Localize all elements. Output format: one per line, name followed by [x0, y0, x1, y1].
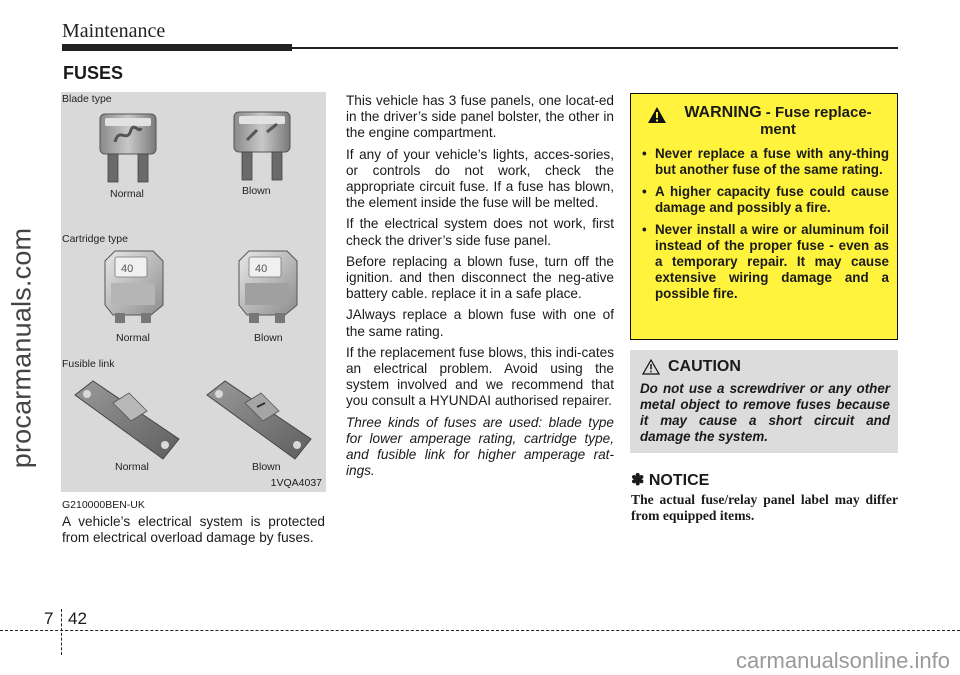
body-paragraph: Before replacing a blown fuse, turn off the ignition. and then disconnect the neg-ative battery cable. replace it in a safe place.	[346, 253, 614, 302]
fusible-normal-label: Normal	[115, 461, 149, 473]
notice-text: The actual fuse/relay panel label may differ from equipped items.	[631, 492, 898, 523]
body-paragraph: If any of your vehicle’s lights, acces-sories, or controls do not work, check the appropriate circuit fuse. If a fuse has blown, the element inside the fuse will be melted.	[346, 146, 614, 211]
page-header-title: Maintenance	[62, 20, 166, 42]
side-watermark	[2, 138, 42, 558]
body-paragraph: If the replacement fuse blows, this indi-cates an electrical problem. Avoid using the system involved and we recommend that you consult a HYUNDAI authorised repairer.	[346, 344, 614, 409]
caution-title: CAUTION	[668, 358, 741, 375]
footer-watermark: carmanualsonline.info	[735, 648, 950, 673]
warning-box	[630, 93, 898, 340]
warning-title	[667, 104, 889, 138]
body-paragraph: This vehicle has 3 fuse panels, one locat-ed in the driver’s side panel bolster, the other in the engine compartment.	[346, 93, 614, 141]
document-code: G210000BEN-UK	[62, 499, 145, 511]
blade-type-label: Blade type	[62, 93, 112, 105]
figure-code: 1VQA4037	[270, 477, 322, 489]
caution-triangle-icon	[642, 359, 660, 375]
caution-box	[630, 350, 898, 453]
cartridge-type-label: Cartridge type	[62, 233, 128, 245]
fusible-link-normal-image	[71, 377, 183, 463]
warning-list	[641, 146, 889, 302]
fuse-types-figure	[61, 92, 326, 492]
section-title: FUSES	[63, 63, 124, 83]
header-rule-thick	[62, 44, 292, 51]
fusible-link-blown-image	[203, 377, 315, 463]
cartridge-fuse-normal-image	[101, 247, 167, 325]
warning-item: • Never replace a fuse with any-thing but another fuse of the same rating.	[641, 146, 889, 178]
footer-divider	[61, 609, 62, 655]
fusible-link-label: Fusible link	[62, 358, 115, 370]
warning-title-rest: - Fuse replace-ment	[760, 104, 872, 138]
cartridge-normal-label: Normal	[116, 332, 150, 344]
footer-rule	[0, 630, 960, 631]
middle-column	[346, 93, 614, 484]
cartridge-blown-label: Blown	[254, 332, 283, 344]
cartridge-fuse-blown-image	[235, 247, 301, 325]
blade-normal-label: Normal	[110, 188, 144, 200]
body-paragraph: If the electrical system does not work, first check the driver’s side fuse panel.	[346, 216, 614, 248]
notice-title: ✽ NOTICE	[631, 472, 710, 489]
svg-text:40: 40	[255, 263, 268, 275]
blade-fuse-blown-image	[231, 110, 293, 182]
header-rule	[292, 47, 898, 49]
warning-item: • A higher capacity fuse could cause damage and possibly a fire.	[641, 184, 889, 216]
warning-title-word: WARNING	[684, 104, 762, 121]
warning-header	[647, 104, 889, 138]
chapter-number: 7	[44, 609, 54, 628]
body-paragraph: JAlways replace a blown fuse with one of the same rating.	[346, 307, 614, 339]
page-number: 42	[68, 609, 87, 628]
caution-text: Do not use a screwdriver or any other metal object to remove fuses because it may cause a short circuit and damage the system.	[640, 381, 890, 444]
svg-text:40: 40	[121, 263, 134, 275]
side-watermark-text: procarmanuals.com	[6, 227, 37, 469]
caution-header	[642, 358, 890, 376]
blade-fuse-normal-image	[97, 112, 159, 184]
fuse-kinds-paragraph: Three kinds of fuses are used: blade type for lower amperage rating, cartridge type, and fusible link for higher amperage rat-ings.	[346, 414, 614, 479]
intro-paragraph: A vehicle’s electrical system is protected from electrical overload damage by fuses.	[62, 514, 325, 546]
fusible-blown-label: Blown	[252, 461, 281, 473]
blade-blown-label: Blown	[242, 185, 271, 197]
warning-item: • Never install a wire or aluminum foil instead of the proper fuse - even as a temporary repair. It may cause extensive wiring damage and a possible fire.	[641, 222, 889, 302]
warning-triangle-icon	[647, 106, 667, 124]
